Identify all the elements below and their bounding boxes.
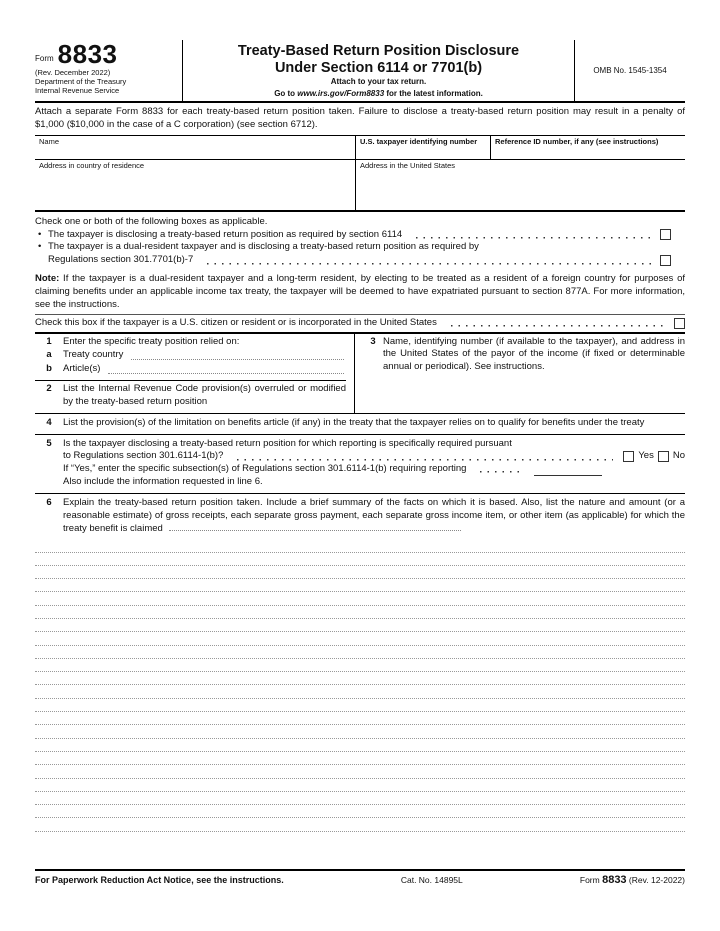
line5-question-line1: Is the taxpayer disclosing a treaty-based return position for which reporting is specifically required pursuant (63, 437, 512, 449)
identity-table (35, 135, 685, 212)
write-line[interactable] (35, 739, 685, 752)
dot-leader (445, 320, 668, 329)
reference-id-label: Reference ID number, if any (see instructions) (495, 137, 659, 147)
form-id-block (35, 40, 183, 101)
line5-question-line2: to Regulations section 301.6114-1(b)? (63, 450, 224, 462)
line4-text: List the provision(s) of the limitation on benefits article (if any) in the treaty that the taxpayer relies on to qualify for benefits under the treaty (63, 416, 645, 428)
line5-ifyes-text: If “Yes,” enter the specific subsection(s) of Regulations section 301.6114-1(b) requiring reporting (63, 463, 467, 475)
form-word: Form (35, 53, 54, 63)
line1b-label: Article(s) (63, 363, 101, 375)
line1b-letter: b (46, 363, 52, 375)
note-label: Note: (35, 273, 60, 284)
form-title-block (183, 40, 575, 101)
item-4 (35, 414, 685, 435)
form-number: 8833 (57, 39, 118, 69)
line2-text: List the Internal Revenue Code provision(s) overruled or modified by the treaty-based return position (63, 383, 346, 407)
form-title-line-1: Treaty-Based Return Position Disclosure (237, 43, 520, 59)
write-line[interactable] (35, 659, 685, 672)
write-line[interactable] (35, 566, 685, 579)
write-line[interactable] (35, 779, 685, 792)
write-line[interactable] (35, 805, 685, 818)
catalog-number: Cat. No. 14895L (400, 875, 463, 885)
dual-resident-checkbox[interactable] (660, 255, 671, 266)
tin-label: U.S. taxpayer identifying number (360, 137, 478, 147)
line5-number: 5 (46, 437, 52, 449)
yes-label: Yes (638, 450, 654, 462)
write-line[interactable] (35, 699, 685, 712)
line1-text: Enter the specific treaty position relied on: (63, 335, 240, 347)
name-field[interactable] (35, 136, 355, 159)
dot-leader (201, 257, 654, 266)
articles-input[interactable] (108, 364, 344, 374)
form-footer (35, 869, 685, 886)
bullet1-text: The taxpayer is disclosing a treaty-based return position as required by section 6114 (48, 228, 403, 240)
intro-paragraph: Attach a separate Form 8833 for each treaty-based return position taken. Failure to disclose a treaty-based return position may result in a penalty of $1,000 ($10,000 in the case of a C corporation) (see section 6712). (35, 106, 685, 130)
item-5 (35, 435, 685, 494)
write-line[interactable] (35, 646, 685, 659)
line1a-label: Treaty country (63, 349, 124, 361)
line1a-letter: a (46, 349, 52, 361)
write-line[interactable] (35, 765, 685, 778)
dot-leader (410, 231, 654, 240)
agency-line-1: Department of the Treasury (35, 76, 127, 86)
bullet-icon: • (38, 228, 42, 240)
dot-leader (474, 466, 520, 475)
attach-note: Attach to your tax return. (330, 77, 427, 87)
bullet-icon: • (38, 241, 42, 253)
write-line[interactable] (35, 592, 685, 605)
divider (35, 380, 346, 381)
note-paragraph: Note: If the taxpayer is a dual-resident taxpayer and a long-term resident, by electing to be treated as a resident of a foreign country for purposes of claiming benefits under an applicable income tax treaty, the taxpayer will be deemed to have expatriated pursuant to section 877A. For more information, see the instructions. (35, 273, 685, 311)
write-line[interactable] (35, 712, 685, 725)
write-line[interactable] (35, 632, 685, 645)
write-line[interactable] (35, 685, 685, 698)
line5-no-checkbox[interactable] (658, 451, 669, 462)
section-6114-checkbox[interactable] (660, 229, 671, 240)
omb-block (575, 40, 685, 101)
line1-number: 1 (46, 335, 52, 347)
line3-text: Name, identifying number (if available to the taxpayer), and address in the United States of the payor of the income (if fixed or determinable annual or periodical). See instructions. (383, 335, 685, 373)
treaty-country-input[interactable] (131, 350, 344, 360)
check-section (35, 212, 685, 267)
citizen-check-text: Check this box if the taxpayer is a U.S. citizen or resident or is incorporated in the United States (35, 316, 437, 328)
explanation-input-start[interactable] (169, 522, 461, 531)
name-label: Name (39, 137, 60, 147)
line4-number: 4 (46, 416, 52, 428)
write-line[interactable] (35, 606, 685, 619)
paperwork-notice: For Paperwork Reduction Act Notice, see the instructions. (35, 875, 284, 885)
write-line[interactable] (35, 725, 685, 738)
write-line[interactable] (35, 619, 685, 632)
check-section-intro: Check one or both of the following boxes as applicable. (35, 215, 268, 227)
reference-id-field[interactable] (490, 136, 685, 159)
write-line[interactable] (35, 792, 685, 805)
write-line[interactable] (35, 752, 685, 765)
bullet2-text-line2: Regulations section 301.7701(b)-7 (48, 254, 194, 266)
form-header (35, 40, 685, 103)
form-8833-page (35, 40, 685, 832)
goto-note: Go to www.irs.gov/Form8833 for the latest information. (274, 88, 483, 98)
line6-text: Explain the treaty-based return position taken. Include a brief summary of the facts on which it is based. Also, list the nature and amount (or a reasonable estimate) of gross receipts, each separate gross payment, each separate gross income item, or other item (as applicable) for which the treaty benefit is claimed (63, 496, 685, 535)
irs-url: www.irs.gov/Form8833 (297, 88, 385, 98)
footer-form-id: Form 8833 (Rev. 12-2022) (579, 874, 685, 886)
write-line[interactable] (35, 818, 685, 831)
bullet2-text-line1: The taxpayer is a dual-resident taxpayer and is disclosing a treaty-based return position as required by (48, 241, 479, 253)
us-citizen-checkbox[interactable] (674, 318, 685, 329)
write-line[interactable] (35, 553, 685, 566)
line6-number: 6 (46, 496, 52, 508)
form-revision: (Rev. December 2022) (35, 67, 111, 77)
write-line[interactable] (35, 672, 685, 685)
no-label: No (672, 450, 685, 462)
form-title-line-2: Under Section 6114 or 7701(b) (274, 59, 483, 76)
line5-also-text: Also include the information requested in line 6. (63, 475, 263, 487)
citizen-check-row (35, 314, 685, 333)
line2-number: 2 (46, 383, 52, 395)
tin-field[interactable] (355, 136, 490, 159)
item-6 (35, 494, 685, 832)
explanation-write-area[interactable] (35, 539, 685, 832)
address-foreign-field[interactable] (35, 160, 355, 210)
omb-number: OMB No. 1545-1354 (593, 66, 667, 76)
subsection-input[interactable] (534, 466, 602, 476)
items-1-to-3 (35, 334, 685, 414)
write-line[interactable] (35, 579, 685, 592)
address-us-label: Address in the United States (360, 161, 456, 171)
address-foreign-label: Address in country of residence (39, 161, 145, 171)
write-line[interactable] (35, 539, 685, 552)
line5-yes-checkbox[interactable] (623, 451, 634, 462)
address-us-field[interactable] (355, 160, 685, 210)
agency-line-2: Internal Revenue Service (35, 86, 120, 96)
line3-number: 3 (370, 335, 376, 347)
dot-leader (231, 453, 613, 462)
